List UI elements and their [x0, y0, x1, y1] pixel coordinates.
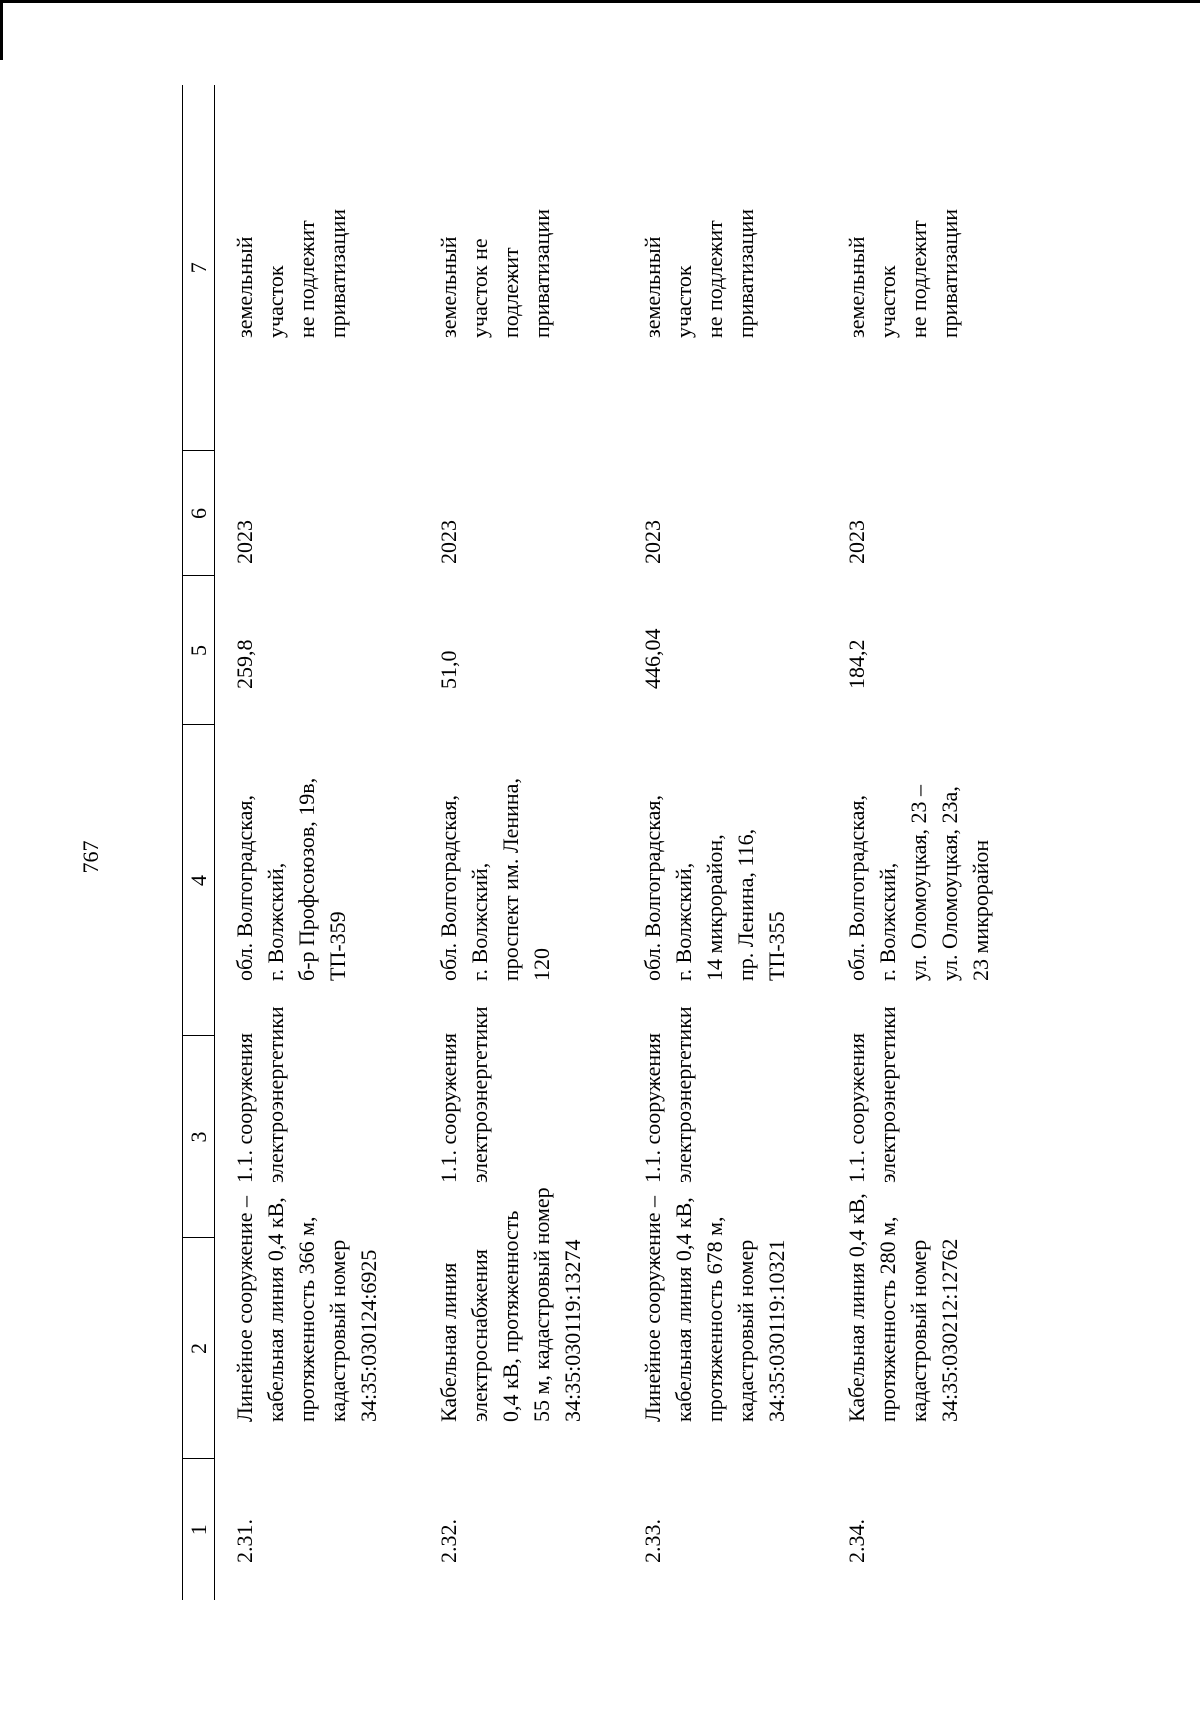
object-name-line: кабельная линия 0,4 кВ,	[263, 1197, 288, 1422]
note-line: приватизации	[733, 208, 758, 338]
note-cell	[419, 85, 623, 451]
address-line: г. Волжский,	[263, 862, 288, 981]
object-name-line: Кабельная линия	[436, 1262, 461, 1422]
category-line: 1.1. сооружения	[640, 1032, 665, 1183]
column-header-2: 2	[183, 1238, 215, 1459]
address-line: б-р Профсоюзов, 19в,	[294, 777, 319, 981]
column-header-6: 6	[183, 451, 215, 576]
note-line: участок	[875, 265, 900, 338]
object-name-line: протяженность 678 м,	[702, 1216, 727, 1422]
table-row	[419, 85, 623, 1600]
note-cell	[827, 85, 1031, 451]
category-line: электроэнергетики	[467, 1006, 492, 1183]
object-name-line: 0,4 кВ, протяженность	[498, 1210, 523, 1422]
note-line: земельный	[844, 236, 869, 338]
object-name-line: протяженность 366 м,	[294, 1216, 319, 1422]
object-name-line: кадастровый номер	[733, 1239, 758, 1422]
address-line: обл. Волгоградская,	[640, 795, 665, 981]
address-line: обл. Волгоградская,	[436, 795, 461, 981]
category-line: 1.1. сооружения	[844, 1032, 869, 1183]
category-line: электроэнергетики	[671, 1006, 696, 1183]
address-line: пр. Ленина, 116,	[733, 828, 758, 981]
note-line: земельный	[640, 236, 665, 338]
area-cell: 51,0	[436, 650, 461, 689]
table-row	[623, 85, 827, 1600]
object-name-line: 34:35:030212:12762	[937, 1238, 962, 1422]
column-header-1: 1	[183, 1459, 215, 1600]
year-cell: 2023	[640, 520, 665, 564]
note-line: участок	[263, 265, 288, 338]
column-header-4: 4	[183, 725, 215, 1036]
object-name-line: Линейное сооружение –	[232, 1196, 257, 1422]
area-cell: 184,2	[844, 639, 869, 689]
note-line: приватизации	[529, 208, 554, 338]
note-line: приватизации	[325, 208, 350, 338]
category-line: 1.1. сооружения	[232, 1032, 257, 1183]
note-line: подлежит	[498, 247, 523, 338]
note-line: земельный	[232, 236, 257, 338]
row-number: 2.33.	[640, 1519, 665, 1563]
category-line: электроэнергетики	[875, 1006, 900, 1183]
address-line: 120	[529, 948, 554, 981]
object-name-cell	[827, 1193, 1031, 1459]
object-name-line: протяженность 280 м,	[875, 1216, 900, 1422]
note-cell	[215, 85, 420, 451]
note-cell	[623, 85, 827, 451]
category-line: электроэнергетики	[263, 1006, 288, 1183]
address-line: проспект им. Ленина,	[498, 778, 523, 981]
object-name-line: электроснабжения	[467, 1249, 492, 1422]
note-line: участок не	[467, 238, 492, 338]
note-line: земельный	[436, 236, 461, 338]
address-line: ТП-355	[764, 911, 789, 981]
address-cell	[215, 725, 420, 1036]
area-cell: 259,8	[232, 639, 257, 689]
address-line: ТП-359	[325, 911, 350, 981]
object-name-line: кадастровый номер	[906, 1239, 931, 1422]
object-name-line: 34:35:030119:13274	[560, 1239, 585, 1422]
address-line: обл. Волгоградская,	[844, 795, 869, 981]
object-name-line: 34:35:030119:10321	[764, 1239, 789, 1422]
object-name-line: Линейное сооружение –	[640, 1196, 665, 1422]
column-header-7: 7	[183, 85, 215, 451]
object-name-cell	[419, 1187, 623, 1459]
note-line: не подлежит	[294, 220, 319, 338]
object-name-line: 55 м, кадастровый номер	[529, 1187, 554, 1422]
object-name-cell	[623, 1196, 827, 1459]
year-cell: 2023	[436, 520, 461, 564]
page-number: 767	[78, 840, 103, 874]
table-header-row	[183, 85, 215, 1600]
year-cell: 2023	[232, 520, 257, 564]
address-line: г. Волжский,	[467, 862, 492, 981]
note-line: участок	[671, 265, 696, 338]
address-line: 14 микрорайон,	[702, 834, 727, 981]
year-cell: 2023	[844, 520, 869, 564]
note-line: приватизации	[937, 208, 962, 338]
object-name-line: кабельная линия 0,4 кВ,	[671, 1197, 696, 1422]
address-line: 23 микрорайон	[968, 839, 993, 981]
row-number: 2.32.	[436, 1519, 461, 1563]
address-cell	[623, 725, 827, 1036]
object-name-line: 34:35:030124:6925	[356, 1249, 381, 1422]
row-number: 2.31.	[232, 1519, 257, 1563]
property-table	[182, 85, 1031, 1600]
column-header-5: 5	[183, 576, 215, 725]
object-name-line: Кабельная линия 0,4 кВ,	[844, 1193, 869, 1422]
address-line: ул. Оломоуцкая, 23 –	[906, 784, 931, 981]
address-cell	[419, 725, 623, 1036]
category-cell	[419, 1006, 623, 1238]
note-line: не подлежит	[906, 220, 931, 338]
address-line: г. Волжский,	[875, 862, 900, 981]
table-row	[215, 85, 420, 1600]
object-name-line: кадастровый номер	[325, 1239, 350, 1422]
column-header-3: 3	[183, 1036, 215, 1238]
note-line: не подлежит	[702, 220, 727, 338]
area-cell: 446,04	[640, 628, 665, 689]
table-row	[827, 85, 1031, 1600]
address-line: обл. Волгоградская,	[232, 795, 257, 981]
category-line: 1.1. сооружения	[436, 1032, 461, 1183]
address-cell	[827, 725, 1031, 1036]
address-line: ул. Оломоуцкая, 23а,	[937, 786, 962, 981]
address-line: г. Волжский,	[671, 862, 696, 981]
object-name-cell	[215, 1196, 420, 1459]
row-number: 2.34.	[844, 1519, 869, 1563]
